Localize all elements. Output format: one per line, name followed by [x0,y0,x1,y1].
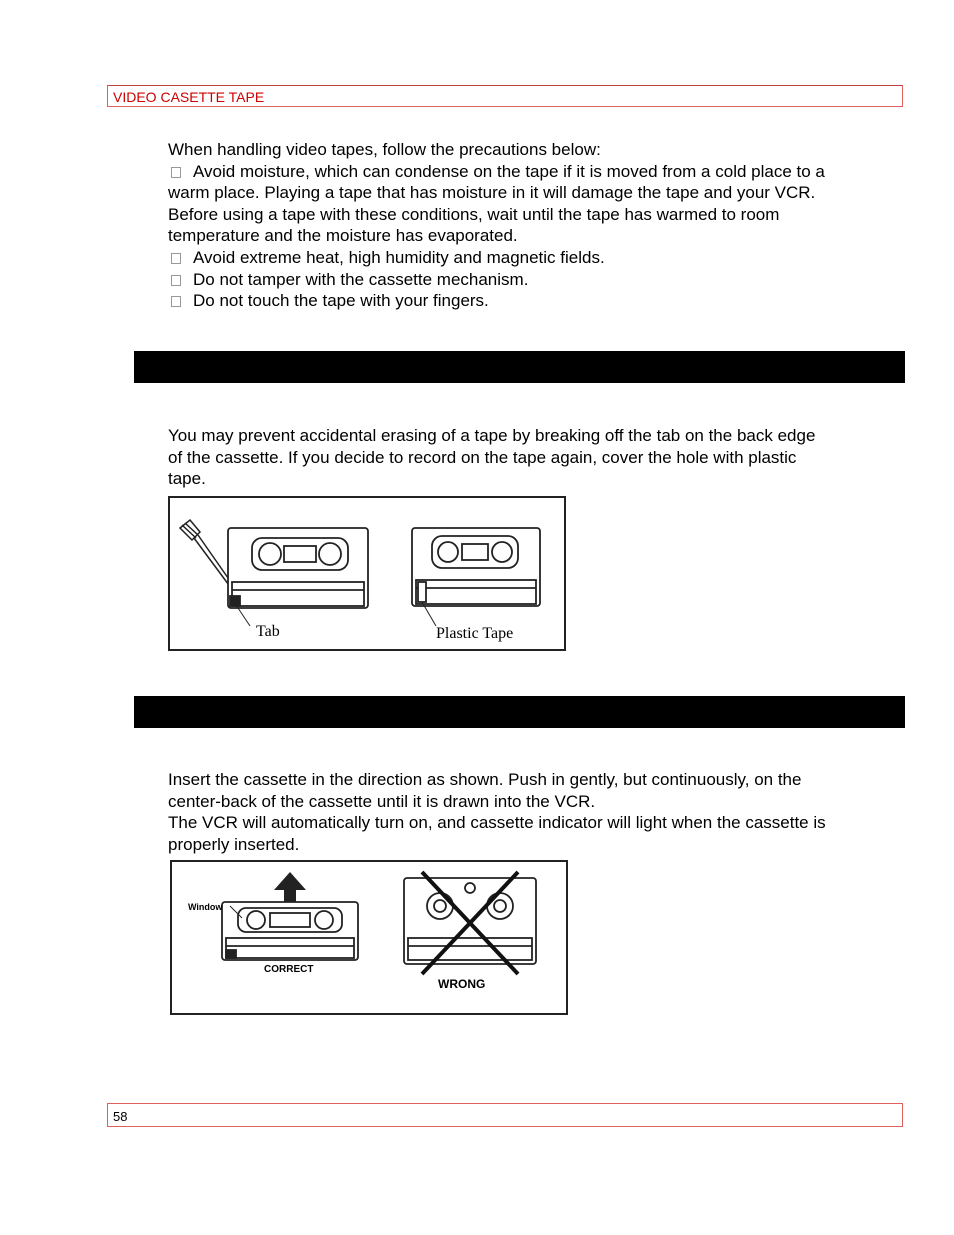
precaution-item: Do not tamper with the cassette mechanism. [168,269,898,291]
page-header [107,85,903,107]
page-number: 58 [113,1109,128,1124]
page-footer [107,1103,903,1127]
precaution-item: Avoid moisture, which can condense on the tape if it is moved from a cold place to a [168,161,898,183]
bullet-box-icon [171,253,181,264]
wrong-label: WRONG [438,977,486,991]
plastic-tape-label: Plastic Tape [436,625,514,642]
precaution-item: Do not touch the tape with your fingers. [168,290,898,312]
precaution-item: Avoid extreme heat, high humidity and magnetic fields. [168,247,898,269]
section-bar-erase-prevention [134,351,905,383]
correct-label: CORRECT [264,964,314,975]
cassette-tab-illustration [170,498,564,649]
cassette-correct-icon [222,902,358,960]
precautions-text: When handling video tapes, follow the precautions below: Avoid moisture, which can condense on the tape if it is moved from a cold place to a warm place. Playing a tape that has moisture in it will damage the tape and your VCR. Before using a tape with these conditions, wait until the tape has warmed to room temperature and the moisture has evaporated. Avoid extreme heat, high humidity and magnetic fields. Do not tamper with the cassette mechanism. Do not touch the tape with your fingers. [168,139,898,312]
erase-prevention-text: You may prevent accidental erasing of a tape by breaking off the tab on the back edge of the cassette. If you decide to record on the tape again, cover the hole with plastic tape. [168,426,816,489]
section-bar-inserting [134,696,905,728]
cassette-right-icon [412,528,540,606]
precautions-intro: When handling video tapes, follow the precautions below: [168,140,601,159]
tab-label: Tab [256,623,280,640]
header-title: VIDEO CASETTE TAPE [113,89,265,105]
window-label: Window [188,902,223,912]
bullet-box-icon [171,275,181,286]
cassette-insert-illustration [172,862,566,1013]
tab-figure [168,496,566,651]
insert-cassette-text: Insert the cassette in the direction as shown. Push in gently, but continuously, on the center-back of the cassette until it is drawn into the VCR. The VCR will automatically turn on, and cassette indicator will light when the cassette is properly inserted. [168,770,826,854]
bullet-box-icon [171,296,181,307]
cassette-left-icon [228,528,368,608]
bullet-box-icon [171,167,181,178]
insert-figure [170,860,568,1015]
arrow-up-icon [274,872,306,902]
